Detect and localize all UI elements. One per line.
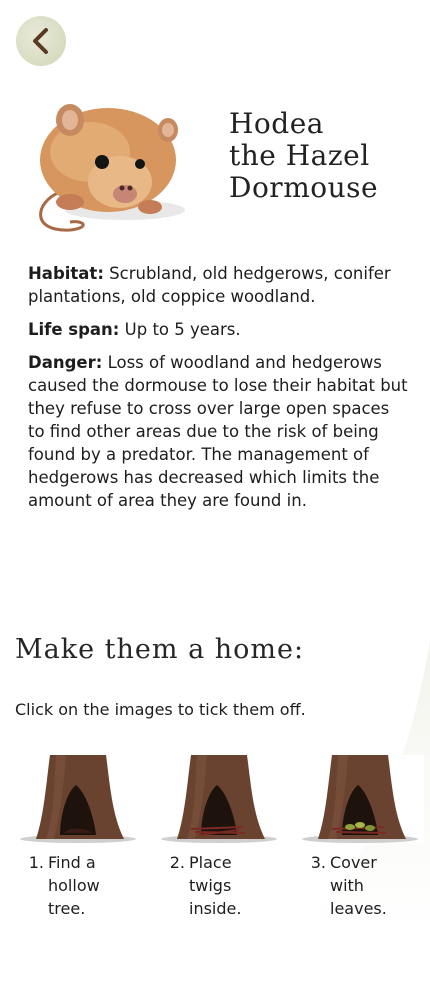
lifespan-paragraph — [28, 318, 408, 341]
step-label: Cover with leaves. — [330, 853, 387, 918]
hollow-tree-icon — [14, 755, 142, 843]
title-line: the Hazel — [229, 139, 370, 172]
step-number: 3. — [310, 853, 326, 872]
animal-title — [229, 108, 419, 204]
step-place-twigs[interactable] — [155, 755, 283, 920]
title-line: Hodea — [229, 107, 324, 140]
back-button[interactable] — [16, 16, 66, 66]
title-line: Dormouse — [229, 171, 379, 204]
habitat-text: Scrubland, old hedgerows, conifer plantations, old coppice woodland. — [28, 264, 391, 306]
danger-label: Danger: — [28, 353, 103, 372]
dormouse-illustration — [30, 92, 200, 237]
habitat-paragraph — [28, 262, 408, 308]
step-number: 2. — [169, 853, 185, 872]
twigs-tree-icon — [155, 755, 283, 843]
chevron-left-icon — [28, 28, 54, 54]
step-label: Place twigs inside. — [189, 853, 242, 918]
danger-text: Loss of woodland and hedgerows caused the dormouse to lose their habitat but they refuse to cross over large open spaces to find other areas due to the risk of being found by a predator. The management of hedgerows has decreased which limits the amount of area they are found in. — [28, 353, 408, 510]
home-section-title: Make them a home: — [15, 634, 305, 665]
step-cover-leaves[interactable] — [296, 755, 424, 920]
tree-leaves-image[interactable] — [296, 755, 424, 843]
step-label: Find a hollow tree. — [48, 853, 100, 918]
leaves-tree-icon — [296, 755, 424, 843]
hollow-tree-image[interactable] — [14, 755, 142, 843]
step-find-tree[interactable] — [14, 755, 142, 920]
step-number: 1. — [28, 853, 44, 872]
danger-paragraph — [28, 351, 408, 512]
animal-info — [28, 262, 408, 522]
home-hint: Click on the images to tick them off. — [15, 700, 306, 719]
lifespan-text: Up to 5 years. — [119, 320, 241, 339]
home-steps — [14, 755, 424, 920]
tree-twigs-image[interactable] — [155, 755, 283, 843]
habitat-label: Habitat: — [28, 264, 104, 283]
lifespan-label: Life span: — [28, 320, 120, 339]
